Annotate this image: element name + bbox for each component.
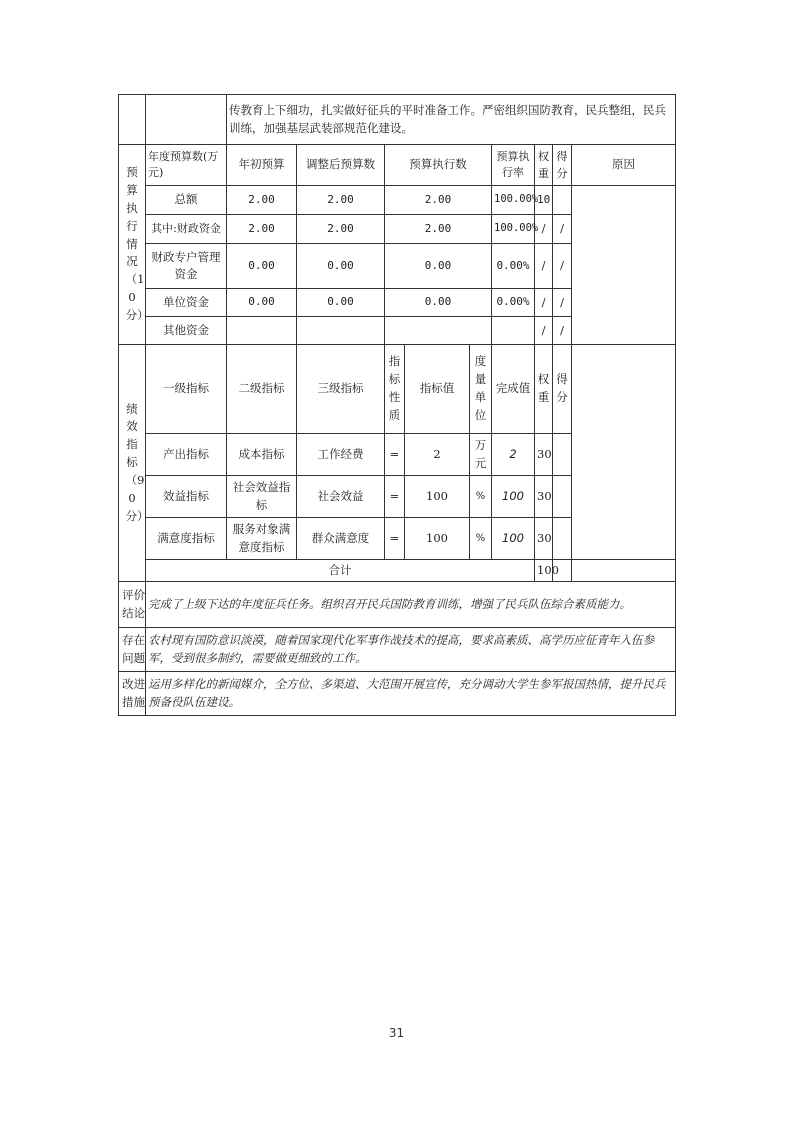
initial-budget: 0.00 [227,289,297,317]
budget-score: / [553,317,572,345]
level1-indicator: 满意度指标 [146,518,227,560]
top-text: 传教育上下细功，扎实做好征兵的平时准备工作。严密组织国防教育，民兵整组，民兵训练，加强基层武装部规范化建设。 [227,95,676,145]
level3-indicator: 群众满意度 [297,518,385,560]
indicator-weight: 30 [535,476,553,518]
performance-blank-cell [572,345,676,560]
budget-weight: / [535,215,553,244]
indicator-target: 100 [405,476,470,518]
indicator-target: 2 [405,434,470,476]
initial-budget: 0.00 [227,244,297,289]
budget-score: / [553,289,572,317]
perf-weight-header: 权重 [535,345,553,434]
measures-row [119,672,676,716]
executed-budget: 0.00 [385,289,492,317]
page-number: 31 [388,1026,405,1040]
initial-budget [227,317,297,345]
budget-score: / [553,215,572,244]
level2-indicator: 成本指标 [227,434,297,476]
indicator-weight: 30 [535,434,553,476]
budget-weight: / [535,289,553,317]
executed-budget [385,317,492,345]
execution-rate: 0.00% [492,244,535,289]
execution-rate: 100.00% [492,186,535,215]
indicator-score [553,518,572,560]
indicator-score [553,434,572,476]
conclusion-text: 完成了上级下达的年度征兵任务。组织召开民兵国防教育训练，增强了民兵队伍综合素质能力。 [146,582,676,628]
budget-score-header: 得分 [553,145,572,186]
execution-rate [492,317,535,345]
reason-header: 原因 [572,145,676,186]
budget-row-label: 单位资金 [146,289,227,317]
budget-score [553,186,572,215]
budget-weight-header: 权重 [535,145,553,186]
budget-header-row [119,145,676,186]
budget-row-label: 其中:财政资金 [146,215,227,244]
level1-header: 一级指标 [146,345,227,434]
adjusted-budget-header: 调整后预算数 [297,145,385,186]
level3-indicator: 工作经费 [297,434,385,476]
performance-header-row [119,345,676,434]
target-header: 指标值 [405,345,470,434]
unit-header: 度量单位 [470,345,492,434]
budget-weight: 10 [535,186,553,215]
conclusion-label: 评价结论 [119,582,146,628]
indicator-unit: % [470,518,492,560]
issues-label: 存在问题 [119,628,146,672]
adjusted-budget: 2.00 [297,186,385,215]
initial-budget: 2.00 [227,215,297,244]
indicator-score [553,476,572,518]
level2-header: 二级指标 [227,345,297,434]
indicator-target: 100 [405,518,470,560]
executed-budget-header: 预算执行数 [385,145,492,186]
budget-row-label: 总额 [146,186,227,215]
level2-indicator: 服务对象满意度指标 [227,518,297,560]
performance-table [118,94,676,716]
adjusted-budget [297,317,385,345]
indicator-unit: 万元 [470,434,492,476]
execution-rate-header: 预算执行率 [492,145,535,186]
executed-budget: 2.00 [385,186,492,215]
level3-header: 三级指标 [297,345,385,434]
total-weight: 100 [535,560,553,582]
budget-row-label: 其他资金 [146,317,227,345]
initial-budget-header: 年初预算 [227,145,297,186]
indicator-actual: 2 [492,434,535,476]
level2-indicator: 社会效益指标 [227,476,297,518]
adjusted-budget: 0.00 [297,289,385,317]
measures-label: 改进措施 [119,672,146,716]
execution-rate: 100.00% [492,215,535,244]
level1-indicator: 效益指标 [146,476,227,518]
adjusted-budget: 2.00 [297,215,385,244]
perf-score-header: 得分 [553,345,572,434]
issues-text: 农村现有国防意识淡漠，随着国家现代化军事作战技术的提高，要求高素质、高学历应征青年入伍参军，受到很多制约，需要做更细致的工作。 [146,628,676,672]
total-blank [572,560,676,582]
indicator-actual: 100 [492,518,535,560]
reason-cell [572,186,676,345]
initial-budget: 2.00 [227,186,297,215]
indicator-nature: = [385,518,405,560]
total-label: 合计 [146,560,535,582]
execution-rate: 0.00% [492,289,535,317]
nature-header: 指标性质 [385,345,405,434]
actual-header: 完成值 [492,345,535,434]
adjusted-budget: 0.00 [297,244,385,289]
indicator-weight: 30 [535,518,553,560]
budget-weight: / [535,317,553,345]
indicator-nature: = [385,434,405,476]
total-row [119,560,676,582]
budget-row [119,186,676,215]
executed-budget: 2.00 [385,215,492,244]
budget-weight: / [535,244,553,289]
level3-indicator: 社会效益 [297,476,385,518]
performance-section-label: 绩效指标（90分） [119,345,146,582]
issues-row [119,628,676,672]
indicator-nature: = [385,476,405,518]
top-text-row [119,95,676,145]
level1-indicator: 产出指标 [146,434,227,476]
budget-score: / [553,244,572,289]
indicator-unit: % [470,476,492,518]
budget-row-label: 财政专户管理资金 [146,244,227,289]
budget-amount-header: 年度预算数(万元) [146,145,227,186]
budget-section-label: 预算执行情况（10分） [119,145,146,345]
executed-budget: 0.00 [385,244,492,289]
conclusion-row [119,582,676,628]
measures-text: 运用多样化的新闻媒介，全方位、多渠道、大范围开展宣传，充分调动大学生参军报国热情，提升民兵预备役队伍建设。 [146,672,676,716]
indicator-actual: 100 [492,476,535,518]
